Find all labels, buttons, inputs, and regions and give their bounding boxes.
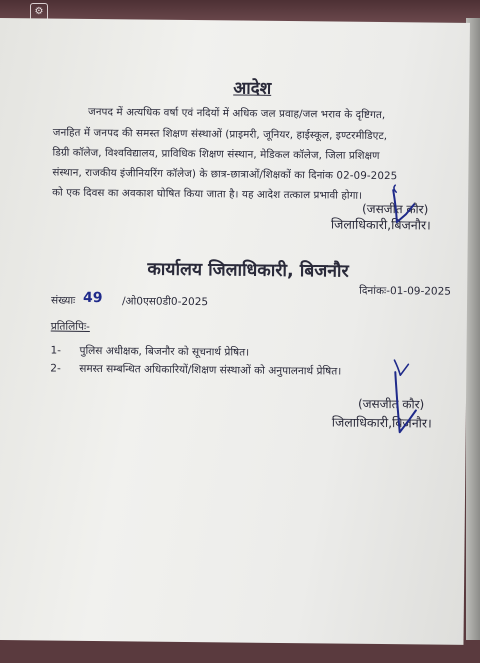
office-heading: कार्यालय जिलाधिकारी, बिजनौर bbox=[147, 259, 349, 282]
copy-item-text: समस्त सम्बन्धित अधिकारियों/शिक्षण संस्थाओं को अनुपालनार्थ प्रेषित। bbox=[79, 362, 342, 378]
letter-reference: /ओ0एस0डी0-2025 bbox=[121, 295, 209, 309]
letter-date: दिनांकः-01-09-2025 bbox=[359, 284, 452, 298]
signature-loop-upper bbox=[394, 185, 396, 192]
order-body-line: संस्थान, राजकीय इंजीनियरिंग कॉलेज) के छात्र-छात्राओं/शिक्षकों का दिनांक 02-09-2025 bbox=[52, 166, 398, 183]
order-body-line: जनपद में अत्यधिक वर्षा एवं नदियों में अधिक जल प्रवाह/जल भराव के दृष्टिगत, bbox=[87, 105, 386, 122]
order-body-line: जनहित में जनपद की समस्त शिक्षण संस्थाओं (प्राइमरी, जूनियर, हाईस्कूल, इण्टरमीडिएट, bbox=[52, 126, 388, 143]
copy-item-text: पुलिस अधीक्षक, बिजनौर को सूचनार्थ प्रेषित। bbox=[79, 344, 250, 359]
signature-tick-copy bbox=[394, 360, 408, 375]
signatory-title: जिलाधिकारी,बिजनौर। bbox=[331, 414, 432, 431]
letter-number-label: संख्याः bbox=[50, 294, 76, 307]
copy-item-number: 1- bbox=[50, 344, 62, 357]
order-document bbox=[0, 18, 470, 645]
signatory-title: जिलाधिकारी,बिजनौर। bbox=[330, 216, 431, 233]
order-body-line: डिग्री कॉलेज, विश्वविद्यालय, प्राविधिक शिक्षण संस्थान, मेडिकल कॉलेज, जिला प्रशिक्षण bbox=[52, 146, 380, 162]
copy-heading: प्रतिलिपिः- bbox=[50, 320, 90, 333]
order-body-line: को एक दिवस का अवकाश घोषित किया जाता है। यह आदेश तत्काल प्रभावी होगा। bbox=[52, 186, 363, 202]
signatory-name: (जसजीत कौर) bbox=[361, 201, 429, 217]
emblem-icon: ⚙ bbox=[30, 3, 48, 21]
order-title: आदेश bbox=[233, 78, 272, 99]
signatory-name: (जसजीत कौर) bbox=[357, 396, 425, 412]
copy-item-number: 2- bbox=[50, 362, 61, 375]
letter-number-value: 49 bbox=[82, 289, 103, 307]
